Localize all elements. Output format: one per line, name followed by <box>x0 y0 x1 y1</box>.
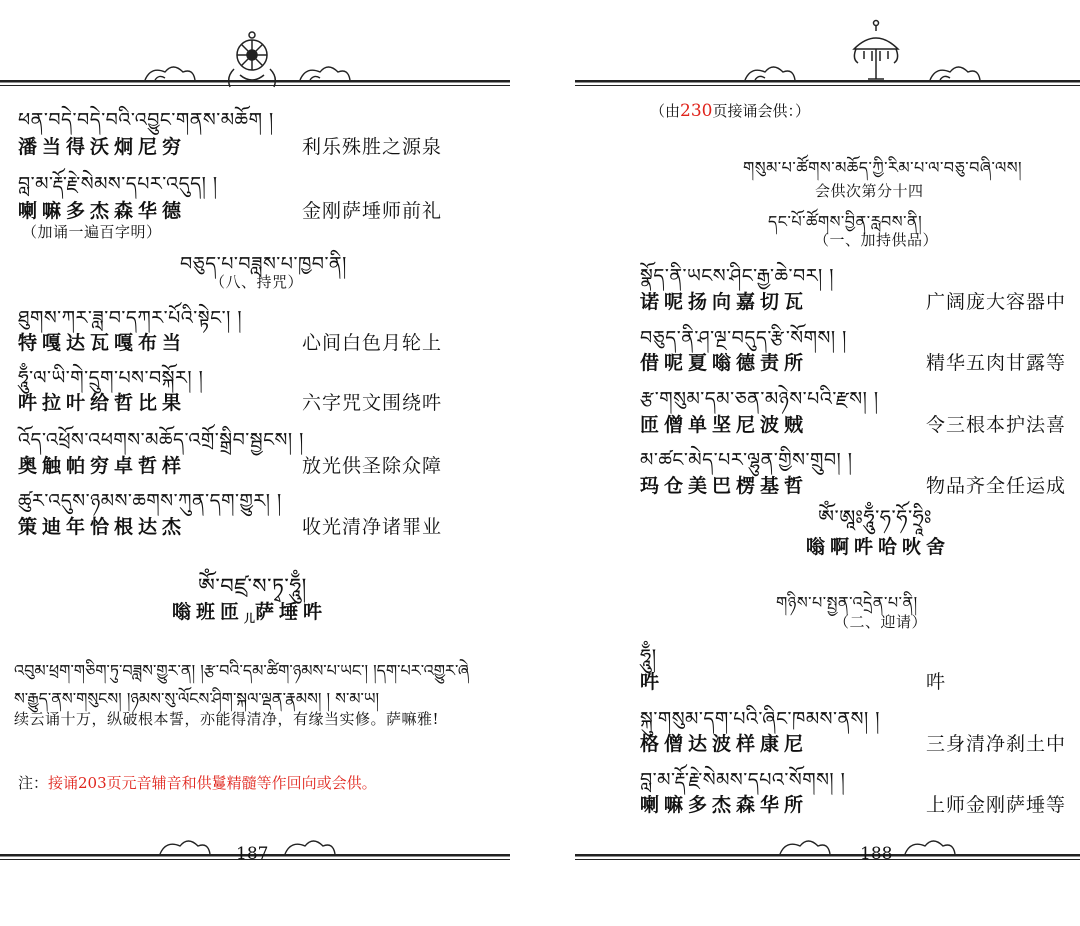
hum-tibetan: ཧཱུྃ། <box>640 644 657 668</box>
footnote-label: 注： <box>18 774 49 792</box>
verse-chinese: 精华五肉甘露等 <box>926 352 1067 374</box>
verse-phonetic: 奥触帕穷卓哲样 <box>18 455 187 477</box>
hum-chinese: 吽 <box>926 671 947 693</box>
verse-phonetic: 喇嘛多杰森华德 <box>18 200 187 222</box>
verse-tibetan: བླ་མ་རྡོ་རྗེ་སེམས་དཔར་འདུད། ། <box>18 173 218 195</box>
verse-chinese: 三身清净刹土中 <box>926 733 1067 755</box>
section-heading: （一、加持供品） <box>814 231 939 249</box>
mantra-phonetic <box>172 597 327 626</box>
verse-phonetic: 借呢夏嗡德责所 <box>640 352 809 374</box>
verse-phonetic: 匝僧单坚尼波贼 <box>640 414 809 436</box>
section-heading: （二、迎请） <box>834 613 928 631</box>
verse-phonetic: 玛仓美巴楞基哲 <box>640 475 809 497</box>
verse-chinese: 六字咒文围绕吽 <box>302 392 443 414</box>
paragraph-chinese: 续云诵十万，纵破根本誓，亦能得清净，有缘当实修。萨嘛雅! <box>14 710 440 728</box>
verse-chinese: 上师金刚萨埵等 <box>926 794 1067 816</box>
verse-phonetic: 吽拉叶给哲比果 <box>18 392 187 414</box>
continuation-note <box>650 100 810 121</box>
verse-tibetan: སྐུ་གསུམ་དག་པའི་ཞིང་ཁམས་ནས། ། <box>640 708 880 730</box>
header-rule-right <box>575 80 1080 83</box>
verse-chinese: 收光清净诸罪业 <box>302 516 443 538</box>
verse-phonetic: 格僧达波样康尼 <box>640 733 809 755</box>
verse-tibetan: རྩ་གསུམ་དམ་ཅན་མཉེས་པའི་རྫས། ། <box>640 388 879 410</box>
mantra-tibetan: ཨོཾ་བཛྲ་ས་ཏྭ་ཧཱུྃ། <box>198 574 307 598</box>
continuation-page: 230 <box>680 101 713 121</box>
verse-tibetan: ཧཱུྃ་ལ་ཡི་གེ་དྲུག་པས་བསྐོར། ། <box>18 367 204 389</box>
verse-phonetic: 潘当得沃炯尼穷 <box>18 136 187 158</box>
verse-chinese: 放光供圣除众障 <box>302 455 443 477</box>
paragraph-tibetan: འབུམ་ཕྲག་གཅིག་ཏུ་བཟླས་གྱུར་ན། །རྩ་བའི་དམ་ཚིག་ཉམས་པ་ཡང་། །དག་པར་འགྱུར་ཞེ <box>14 661 470 680</box>
chapter-title: 会供次第分十四 <box>815 182 924 200</box>
verse-chinese: 金刚萨埵师前礼 <box>302 200 443 222</box>
chapter-title-tibetan: གསུམ་པ་ཚོགས་མཆོད་ཀྱི་རིམ་པ་ལ་བཅུ་བཞི་ལས། <box>743 158 1023 177</box>
recite-note: （加诵一遍百字明） <box>22 223 162 241</box>
section-heading-tibetan: བཅུད་པ་བཟླས་པ་ཁྱབ་ནི། <box>180 253 347 275</box>
parasol-icon <box>854 21 898 80</box>
verse-tibetan: ཚུར་འདུས་ཉམས་ཆགས་ཀུན་དག་གྱུར། ། <box>18 490 282 512</box>
verse-phonetic: 诺呢扬向嘉切瓦 <box>640 291 809 313</box>
continuation-prefix: （由 <box>650 102 681 120</box>
verse-tibetan: སྣོད་ནི་ཡངས་ཤིང་རྒྱ་ཆེ་བར། ། <box>640 265 835 287</box>
hum-phonetic: 吽 <box>640 671 665 693</box>
mantra-phonetic-part1: 嗡班匝 <box>172 601 245 623</box>
verse-tibetan: བླ་མ་རྡོ་རྗེ་སེམས་དཔའ་སོགས། ། <box>640 769 846 791</box>
footer-rule-right <box>575 854 1080 857</box>
verse-chinese: 利乐殊胜之源泉 <box>302 136 443 158</box>
mantra-phonetic: 嗡啊吽哈吙舍 <box>806 536 951 558</box>
verse-tibetan: འོད་འཕྲོས་འཕགས་མཆོད་འགྲོ་སྒྲིབ་སྦྱངས། ། <box>18 429 304 451</box>
paragraph-tibetan: ས་རྒྱུད་ནས་གསུངས། །ཉམས་སུ་ལོངས་ཤིག་སྐལ་ལྡན་རྣམས། ། ས་མ་ཡ། <box>14 689 380 708</box>
mantra-subscript: 儿 <box>244 612 256 626</box>
verse-tibetan: ཐུགས་ཀར་ཟླ་བ་དཀར་པོའི་སྟེང་། ། <box>18 307 243 329</box>
continuation-suffix: 页接诵会供：） <box>712 102 810 120</box>
verse-tibetan: ཕན་བདེ་བདེ་བའི་འབྱུང་གནས་མཆོག ། <box>18 109 274 131</box>
mantra-tibetan: ཨོཾ་ཨཱཿཧཱུྃ་ཧ་ཧོ་ཧྲཱིཿ <box>818 505 932 529</box>
section-heading: （八、持咒） <box>210 273 304 291</box>
verse-chinese: 令三根本护法喜 <box>926 414 1067 436</box>
verse-chinese: 心间白色月轮上 <box>302 332 443 354</box>
mantra-phonetic-part2: 萨埵吽 <box>255 601 328 623</box>
footnote-text: 接诵203页元音辅音和供鬘精髓等作回向或会供。 <box>48 774 377 792</box>
section-heading-tibetan: གཉིས་པ་སྤྱན་འདྲེན་པ་ནི། <box>776 593 918 612</box>
dharma-wheel-icon <box>229 32 276 87</box>
verse-tibetan: བཅུད་ནི་ཤ་ལྔ་བདུད་རྩི་སོགས། ། <box>640 327 847 349</box>
verse-tibetan: མ་ཚང་མེད་པར་ལྷུན་གྱིས་གྲུབ། ། <box>640 449 853 471</box>
verse-phonetic: 策迪年恰根达杰 <box>18 516 187 538</box>
page-number-right: 188 <box>860 844 893 864</box>
verse-phonetic: 特嘎达瓦嘎布当 <box>18 332 187 354</box>
page-number-left: 187 <box>236 844 269 864</box>
verse-phonetic: 喇嘛多杰森华所 <box>640 794 809 816</box>
section-heading-tibetan: དང་པོ་ཚོགས་བྱིན་རླབས་ནི། <box>768 212 923 231</box>
verse-chinese: 物品齐全任运成 <box>926 475 1067 497</box>
footnote <box>18 772 377 793</box>
verse-chinese: 广阔庞大容器中 <box>926 291 1067 313</box>
